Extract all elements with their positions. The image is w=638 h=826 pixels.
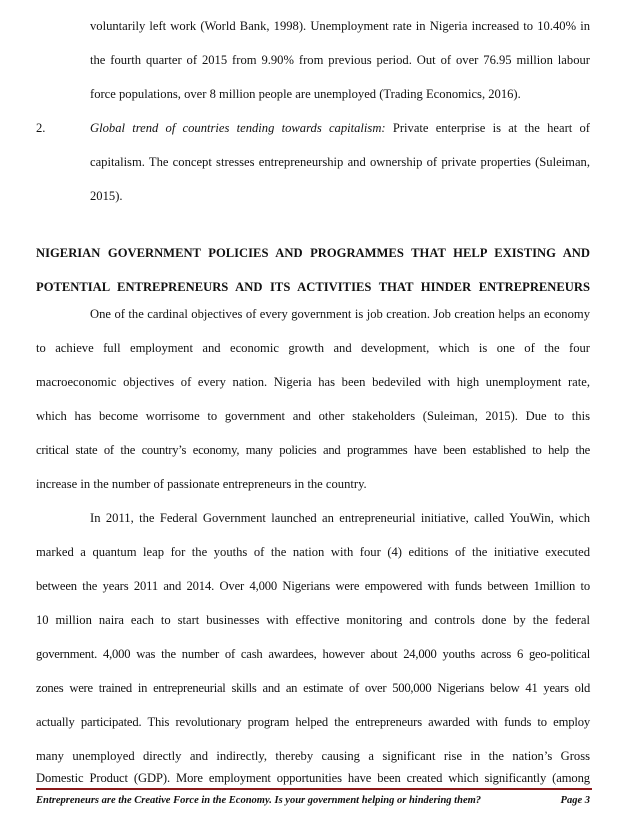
- list-item-line: [90, 120, 590, 136]
- body-line: actually participated. This revolutionary program helped the entrepreneurs awarded with funds to employ: [36, 715, 590, 729]
- body-line: government. 4,000 was the number of cash awardees, however about 24,000 youths across 6 geo-political: [36, 647, 590, 661]
- body-line: critical state of the country’s economy, many policies and programmes have been established to help the: [36, 443, 590, 457]
- footer-divider: [36, 788, 592, 790]
- section-heading-line: POTENTIAL ENTREPRENEURS AND ITS ACTIVITIES THAT HINDER ENTREPRENEURS: [36, 280, 590, 294]
- page-number: Page 3: [560, 795, 590, 806]
- body-line: 10 million naira each to start businesses with effective monitoring and controls done by the federal: [36, 613, 590, 627]
- body-line: Domestic Product (GDP). More employment opportunities have been created which significantly (among: [36, 771, 590, 785]
- body-line: many unemployed directly and indirectly, thereby causing a significant rise in the nation’s Gross: [36, 749, 590, 763]
- body-line: force populations, over 8 million people are unemployed (Trading Economics, 2016).: [90, 87, 521, 101]
- list-number: 2.: [36, 121, 46, 135]
- body-line: which has become worrisome to government and other stakeholders (Suleiman, 2015). Due to this: [36, 409, 590, 423]
- body-line: marked a quantum leap for the youths of the nation with four (4) editions of the initiative executed: [36, 545, 590, 559]
- body-line: In 2011, the Federal Government launched an entrepreneurial initiative, called YouWin, which: [90, 511, 590, 525]
- body-line: increase in the number of passionate entrepreneurs in the country.: [36, 477, 367, 491]
- list-item-text: Private enterprise is at the heart of: [392, 121, 590, 135]
- body-line: One of the cardinal objectives of every government is job creation. Job creation helps an economy: [90, 307, 590, 321]
- body-line: voluntarily left work (World Bank, 1998). Unemployment rate in Nigeria increased to 10.40% in: [90, 19, 590, 33]
- body-line: to achieve full employment and economic growth and development, which is one of the four: [36, 341, 590, 355]
- body-line: between the years 2011 and 2014. Over 4,000 Nigerians were empowered with funds between 1million to: [36, 579, 590, 593]
- body-line: capitalism. The concept stresses entrepreneurship and ownership of private properties (Suleiman,: [90, 155, 590, 169]
- footer-title: Entrepreneurs are the Creative Force in the Economy. Is your government helping or hindering them?: [36, 795, 482, 806]
- body-line: zones were trained in entrepreneurial skills and an estimate of over 500,000 Nigerians below 41 years old: [36, 681, 590, 695]
- body-line: macroeconomic objectives of every nation. Nigeria has been bedeviled with high unemployment rate,: [36, 375, 590, 389]
- section-heading-line: NIGERIAN GOVERNMENT POLICIES AND PROGRAMMES THAT HELP EXISTING AND: [36, 246, 590, 260]
- body-line: the fourth quarter of 2015 from 9.90% from previous period. Out of over 76.95 million labour: [90, 53, 590, 67]
- body-line: 2015).: [90, 189, 123, 203]
- list-item-title: Global trend of countries tending towards capitalism:: [90, 121, 386, 135]
